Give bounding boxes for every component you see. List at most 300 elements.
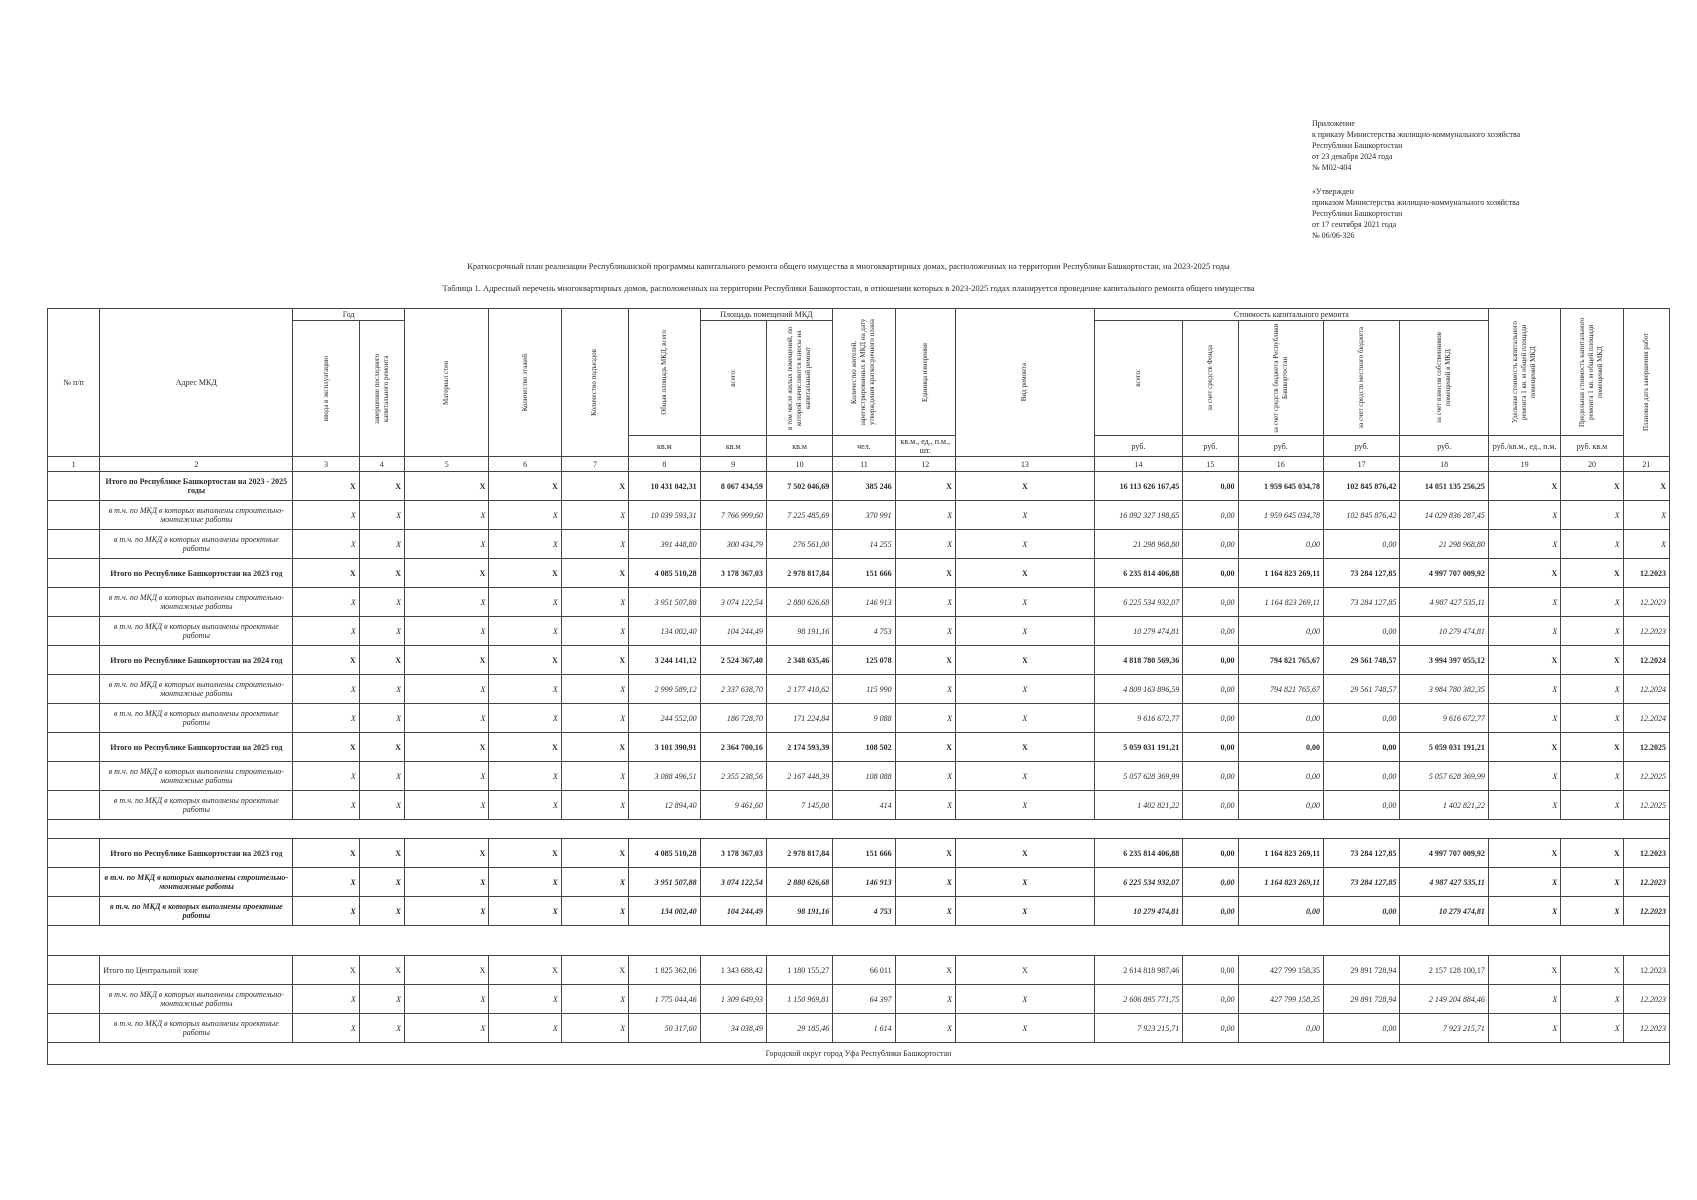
x-mark: Х (489, 839, 561, 868)
x-mark: Х (1488, 791, 1560, 820)
area-repair-value: 1 150 969,81 (766, 985, 832, 1014)
x-mark: Х (895, 897, 955, 926)
cost-owners-value: 14 029 836 287,45 (1400, 501, 1489, 530)
x-mark: Х (1488, 646, 1560, 675)
x-mark: Х (1488, 472, 1560, 501)
x-mark: Х (1561, 646, 1623, 675)
area-all-value: 2 524 367,40 (700, 646, 766, 675)
x-mark: Х (359, 646, 404, 675)
footer-row-label: Городской округ город Уфа Республики Башкортостан (48, 1043, 1670, 1065)
col-number: 18 (1400, 457, 1489, 472)
empty-cell (48, 646, 100, 675)
cost-owners-value: 2 157 128 100,17 (1400, 956, 1489, 985)
x-mark: Х (489, 559, 561, 588)
empty-cell (48, 897, 100, 926)
x-mark: Х (293, 733, 359, 762)
header-floors: Количество этажей (489, 309, 561, 457)
x-mark: Х (404, 675, 488, 704)
x-mark: Х (955, 530, 1094, 559)
x-mark: Х (293, 985, 359, 1014)
cost-fund-value: 0,00 (1183, 1014, 1238, 1043)
approval-line: Республики Башкортостан (1312, 141, 1403, 150)
total-area-value: 134 002,40 (629, 897, 700, 926)
x-mark: Х (895, 839, 955, 868)
x-mark: Х (955, 472, 1094, 501)
residents-value: 108 502 (833, 733, 895, 762)
x-mark: Х (404, 897, 488, 926)
residents-value: 146 913 (833, 868, 895, 897)
cost-rb-value: 0,00 (1238, 733, 1323, 762)
approval-line: № М02-404 (1312, 163, 1352, 172)
cost-local-value: 0,00 (1323, 791, 1399, 820)
x-mark: Х (293, 1014, 359, 1043)
total-area-value: 10 039 593,31 (629, 501, 700, 530)
x-mark: Х (561, 646, 628, 675)
empty-cell (48, 839, 100, 868)
cost-fund-value: 0,00 (1183, 472, 1238, 501)
cost-local-value: 0,00 (1323, 897, 1399, 926)
area-repair-value: 2 880 626,68 (766, 588, 832, 617)
x-mark: Х (359, 675, 404, 704)
cost-rb-value: 1 959 645 034,78 (1238, 501, 1323, 530)
end-date-value: 12.2023 (1623, 897, 1669, 926)
area-repair-value: 2 978 817,84 (766, 559, 832, 588)
unit-cost-fund: руб. (1183, 436, 1238, 457)
cost-all-value: 10 279 474,81 (1094, 617, 1182, 646)
cost-owners-value: 1 402 821,22 (1400, 791, 1489, 820)
col-number: 8 (629, 457, 700, 472)
area-all-value: 2 337 638,70 (700, 675, 766, 704)
x-mark: Х (955, 704, 1094, 733)
x-mark: Х (561, 733, 628, 762)
cost-fund-value: 0,00 (1183, 559, 1238, 588)
cost-rb-value: 0,00 (1238, 791, 1323, 820)
x-mark: Х (561, 704, 628, 733)
x-mark: Х (293, 956, 359, 985)
x-mark: Х (1561, 956, 1623, 985)
approval-line: приказом Министерства жилищно-коммунального хозяйства (1312, 198, 1520, 207)
empty-cell (48, 733, 100, 762)
end-date-value: 12.2023 (1623, 559, 1669, 588)
x-mark: Х (895, 675, 955, 704)
cost-all-value: 16 092 327 198,65 (1094, 501, 1182, 530)
x-mark: Х (489, 704, 561, 733)
end-date-value: 12.2023 (1623, 617, 1669, 646)
x-mark: Х (489, 868, 561, 897)
approval-block (1312, 118, 1520, 241)
x-mark: Х (1488, 985, 1560, 1014)
x-mark: Х (561, 472, 628, 501)
area-repair-value: 2 167 448,39 (766, 762, 832, 791)
x-mark: Х (404, 559, 488, 588)
x-mark: Х (404, 588, 488, 617)
cost-owners-value: 5 057 628 369,99 (1400, 762, 1489, 791)
x-mark: Х (359, 897, 404, 926)
header-year-last-repair: завершение последнего капитального ремонта (359, 321, 404, 457)
unit-cost-all: руб. (1094, 436, 1182, 457)
cost-all-value: 2 614 818 987,46 (1094, 956, 1182, 985)
table-row (48, 704, 1670, 733)
cost-local-value: 29 561 748,57 (1323, 646, 1399, 675)
total-area-value: 391 448,80 (629, 530, 700, 559)
empty-cell (48, 530, 100, 559)
x-mark: Х (1561, 559, 1623, 588)
table-row (48, 472, 1670, 501)
x-mark: Х (895, 588, 955, 617)
footer-row (48, 1043, 1670, 1065)
col-number: 10 (766, 457, 832, 472)
x-mark: Х (1488, 588, 1560, 617)
table-row (48, 646, 1670, 675)
x-mark: Х (895, 704, 955, 733)
unit-max-cost: руб. кв.м (1561, 436, 1623, 457)
cost-fund-value: 0,00 (1183, 956, 1238, 985)
cost-rb-value: 0,00 (1238, 762, 1323, 791)
x-mark: Х (1561, 762, 1623, 791)
table-row (48, 897, 1670, 926)
table-header (48, 309, 1670, 472)
area-repair-value: 276 561,00 (766, 530, 832, 559)
table-row (48, 530, 1670, 559)
col-number: 17 (1323, 457, 1399, 472)
cost-owners-value: 5 059 031 191,21 (1400, 733, 1489, 762)
x-mark: Х (561, 559, 628, 588)
row-label: Итого по Республике Башкортостан на 2023 год (100, 839, 293, 868)
cost-local-value: 73 284 127,85 (1323, 559, 1399, 588)
empty-cell (48, 501, 100, 530)
header-cost-local: за счет средств местного бюджета (1323, 321, 1399, 436)
total-area-value: 3 951 507,88 (629, 588, 700, 617)
total-area-value: 3 244 141,12 (629, 646, 700, 675)
residents-value: 151 666 (833, 839, 895, 868)
x-mark: Х (1488, 704, 1560, 733)
x-mark: Х (293, 559, 359, 588)
cost-owners-value: 3 994 397 055,12 (1400, 646, 1489, 675)
end-date-value: 12.2023 (1623, 1014, 1669, 1043)
x-mark: Х (293, 646, 359, 675)
cost-rb-value: 794 821 765,67 (1238, 646, 1323, 675)
cost-fund-value: 0,00 (1183, 675, 1238, 704)
x-mark: Х (293, 530, 359, 559)
x-mark: Х (955, 868, 1094, 897)
unit-unit: кв.м., ед., п.м., шт. (895, 436, 955, 457)
row-label: Итого по Республике Башкортостан на 2025 год (100, 733, 293, 762)
x-mark: Х (404, 956, 488, 985)
area-all-value: 186 728,70 (700, 704, 766, 733)
table-row (48, 588, 1670, 617)
x-mark: Х (895, 868, 955, 897)
residents-value: 4 753 (833, 897, 895, 926)
x-mark: Х (1561, 897, 1623, 926)
row-label: в т.ч. по МКД в которых выполнены строительно-монтажные работы (100, 985, 293, 1014)
approval-line: № 06/06-326 (1312, 231, 1355, 240)
x-mark: Х (489, 1014, 561, 1043)
residents-value: 1 614 (833, 1014, 895, 1043)
total-area-value: 134 002,40 (629, 617, 700, 646)
unit-area-repair: кв.м (766, 436, 832, 457)
col-number: 5 (404, 457, 488, 472)
cost-all-value: 10 279 474,81 (1094, 897, 1182, 926)
x-mark: Х (561, 530, 628, 559)
x-mark: Х (1561, 501, 1623, 530)
col-number: 9 (700, 457, 766, 472)
cost-all-value: 21 298 968,80 (1094, 530, 1182, 559)
area-all-value: 1 309 649,93 (700, 985, 766, 1014)
end-date-value: 12.2025 (1623, 733, 1669, 762)
cost-rb-value: 1 164 823 269,11 (1238, 868, 1323, 897)
area-all-value: 9 461,60 (700, 791, 766, 820)
col-number: 3 (293, 457, 359, 472)
row-label: в т.ч. по МКД в которых выполнены проектные работы (100, 704, 293, 733)
cost-fund-value: 0,00 (1183, 868, 1238, 897)
area-repair-value: 7 225 485,69 (766, 501, 832, 530)
x-mark: Х (359, 530, 404, 559)
x-mark: Х (895, 985, 955, 1014)
x-mark: Х (895, 1014, 955, 1043)
header-cost-all: всего: (1094, 321, 1182, 436)
x-mark: Х (404, 472, 488, 501)
cost-all-value: 16 113 626 167,45 (1094, 472, 1182, 501)
x-mark: Х (359, 868, 404, 897)
unit-cost-local: руб. (1323, 436, 1399, 457)
cost-local-value: 0,00 (1323, 1014, 1399, 1043)
x-mark: Х (293, 588, 359, 617)
header-wall-material: Материал стен (404, 309, 488, 457)
x-mark: Х (359, 501, 404, 530)
table-row (48, 1014, 1670, 1043)
x-mark: Х (1561, 530, 1623, 559)
x-mark: Х (359, 839, 404, 868)
x-mark: Х (359, 791, 404, 820)
address-list-table (47, 308, 1670, 1065)
header-repair-type: Вид ремонта (955, 309, 1094, 457)
area-all-value: 300 434,79 (700, 530, 766, 559)
x-mark: Х (955, 985, 1094, 1014)
total-area-value: 2 999 589,12 (629, 675, 700, 704)
total-area-value: 12 894,40 (629, 791, 700, 820)
total-area-value: 4 085 510,28 (629, 839, 700, 868)
end-date-value: Х (1623, 501, 1669, 530)
plan-title: Краткосрочный план реализации Республиканской программы капитального ремонта общего имущества в многоквартирных домах, расположенных на территории Республики Башкортостан, на 2023-2025 годы (467, 261, 1230, 271)
x-mark: Х (293, 791, 359, 820)
x-mark: Х (359, 704, 404, 733)
empty-cell (48, 868, 100, 897)
row-label: Итого по Республике Башкортостан на 2023 - 2025 годы (100, 472, 293, 501)
x-mark: Х (293, 675, 359, 704)
cost-owners-value: 4 997 707 009,92 (1400, 839, 1489, 868)
x-mark: Х (561, 588, 628, 617)
col-number: 13 (955, 457, 1094, 472)
x-mark: Х (1561, 588, 1623, 617)
cost-owners-value: 7 923 215,71 (1400, 1014, 1489, 1043)
x-mark: Х (404, 617, 488, 646)
x-mark: Х (489, 472, 561, 501)
cost-all-value: 2 606 895 771,75 (1094, 985, 1182, 1014)
table-row (48, 791, 1670, 820)
cost-fund-value: 0,00 (1183, 501, 1238, 530)
x-mark: Х (1488, 501, 1560, 530)
x-mark: Х (955, 675, 1094, 704)
header-cost-owners: за счет взносов собственников помещений в МКД (1400, 321, 1489, 436)
approval-line: от 23 декабря 2024 года (1312, 152, 1393, 161)
total-area-value: 244 552,00 (629, 704, 700, 733)
cost-all-value: 1 402 821,22 (1094, 791, 1182, 820)
col-number: 11 (833, 457, 895, 472)
x-mark: Х (1488, 1014, 1560, 1043)
end-date-value: 12.2023 (1623, 868, 1669, 897)
cost-fund-value: 0,00 (1183, 762, 1238, 791)
x-mark: Х (895, 501, 955, 530)
col-number: 4 (359, 457, 404, 472)
table-row (48, 926, 1670, 956)
total-area-value: 50 317,60 (629, 1014, 700, 1043)
cost-local-value: 29 561 748,57 (1323, 675, 1399, 704)
x-mark: Х (293, 897, 359, 926)
cost-rb-value: 0,00 (1238, 617, 1323, 646)
x-mark: Х (359, 762, 404, 791)
x-mark: Х (561, 617, 628, 646)
x-mark: Х (404, 791, 488, 820)
x-mark: Х (489, 588, 561, 617)
cost-local-value: 73 284 127,85 (1323, 588, 1399, 617)
x-mark: Х (489, 530, 561, 559)
table-row (48, 820, 1670, 839)
area-all-value: 7 766 999,60 (700, 501, 766, 530)
header-entrances: Количество подъездов (561, 309, 628, 457)
cost-local-value: 0,00 (1323, 704, 1399, 733)
x-mark: Х (359, 472, 404, 501)
x-mark: Х (561, 762, 628, 791)
x-mark: Х (1488, 530, 1560, 559)
cost-fund-value: 0,00 (1183, 839, 1238, 868)
x-mark: Х (1561, 617, 1623, 646)
area-repair-value: 98 191,16 (766, 617, 832, 646)
x-mark: Х (293, 762, 359, 791)
x-mark: Х (1561, 868, 1623, 897)
x-mark: Х (293, 868, 359, 897)
x-mark: Х (489, 617, 561, 646)
x-mark: Х (561, 956, 628, 985)
residents-value: 151 666 (833, 559, 895, 588)
x-mark: Х (404, 1014, 488, 1043)
x-mark: Х (359, 733, 404, 762)
x-mark: Х (561, 985, 628, 1014)
unit-cost-owners: руб. (1400, 436, 1489, 457)
header-year-commission: ввода в эксплуатацию (293, 321, 359, 457)
x-mark: Х (404, 501, 488, 530)
area-all-value: 1 343 688,42 (700, 956, 766, 985)
cost-rb-value: 1 164 823 269,11 (1238, 839, 1323, 868)
total-area-value: 3 951 507,88 (629, 868, 700, 897)
table-body (48, 472, 1670, 1065)
x-mark: Х (561, 868, 628, 897)
total-area-value: 4 085 510,28 (629, 559, 700, 588)
cost-owners-value: 4 987 427 535,11 (1400, 588, 1489, 617)
table-title: Таблица 1. Адресный перечень многоквартирных домов, расположенных на территории Республики Башкортостан, в отношении которых в 2023-2025 годах планируется проведение капитального ремонта общего имущества (442, 283, 1255, 293)
column-numbers-row (48, 457, 1670, 472)
cost-all-value: 4 818 780 569,36 (1094, 646, 1182, 675)
residents-value: 125 078 (833, 646, 895, 675)
area-all-value: 3 074 122,54 (700, 588, 766, 617)
cost-fund-value: 0,00 (1183, 704, 1238, 733)
residents-value: 115 990 (833, 675, 895, 704)
header-premises-area: Площадь помещений МКД (700, 309, 833, 321)
cost-owners-value: 2 149 204 884,46 (1400, 985, 1489, 1014)
cost-all-value: 6 225 534 932,07 (1094, 588, 1182, 617)
table-row (48, 985, 1670, 1014)
x-mark: Х (1488, 897, 1560, 926)
cost-fund-value: 0,00 (1183, 791, 1238, 820)
x-mark: Х (955, 733, 1094, 762)
cost-owners-value: 4 997 707 009,92 (1400, 559, 1489, 588)
cost-local-value: 0,00 (1323, 617, 1399, 646)
end-date-value: Х (1623, 530, 1669, 559)
row-label: Итого по Республике Башкортостан на 2023 год (100, 559, 293, 588)
table-row (48, 762, 1670, 791)
end-date-value: 12.2024 (1623, 704, 1669, 733)
cost-rb-value: 794 821 765,67 (1238, 675, 1323, 704)
area-repair-value: 2 880 626,68 (766, 868, 832, 897)
cost-rb-value: 0,00 (1238, 897, 1323, 926)
col-number: 14 (1094, 457, 1182, 472)
x-mark: Х (489, 985, 561, 1014)
area-all-value: 8 067 434,59 (700, 472, 766, 501)
x-mark: Х (1561, 839, 1623, 868)
x-mark: Х (359, 985, 404, 1014)
area-all-value: 3 178 367,03 (700, 559, 766, 588)
x-mark: Х (359, 588, 404, 617)
approval-line: «Утвержден (1312, 187, 1354, 196)
x-mark: Х (404, 985, 488, 1014)
cost-local-value: 102 845 876,42 (1323, 472, 1399, 501)
col-number: 12 (895, 457, 955, 472)
area-all-value: 104 244,49 (700, 897, 766, 926)
cost-fund-value: 0,00 (1183, 646, 1238, 675)
cost-fund-value: 0,00 (1183, 588, 1238, 617)
x-mark: Х (895, 646, 955, 675)
header-residents: Количество жителей, зарегистрированных в МКД на дату утверждения краткосрочного плана (833, 309, 895, 436)
unit-residents: чел. (833, 436, 895, 457)
cost-owners-value: 4 987 427 535,11 (1400, 868, 1489, 897)
table-row (48, 501, 1670, 530)
x-mark: Х (895, 762, 955, 791)
area-repair-value: 29 185,46 (766, 1014, 832, 1043)
cost-fund-value: 0,00 (1183, 985, 1238, 1014)
total-area-value: 1 775 044,46 (629, 985, 700, 1014)
area-repair-value: 171 224,84 (766, 704, 832, 733)
cost-all-value: 7 923 215,71 (1094, 1014, 1182, 1043)
col-number: 20 (1561, 457, 1623, 472)
end-date-value: 12.2023 (1623, 985, 1669, 1014)
empty-cell (48, 1014, 100, 1043)
cost-all-value: 4 809 163 896,59 (1094, 675, 1182, 704)
x-mark: Х (955, 956, 1094, 985)
x-mark: Х (1561, 704, 1623, 733)
x-mark: Х (359, 559, 404, 588)
x-mark: Х (489, 501, 561, 530)
header-unit: Единица измерения (895, 309, 955, 436)
residents-value: 64 397 (833, 985, 895, 1014)
x-mark: Х (1561, 791, 1623, 820)
area-all-value: 2 364 700,16 (700, 733, 766, 762)
residents-value: 385 246 (833, 472, 895, 501)
header-max-cost: Предельная стоимость капитального ремонта 1 кв. м общей площади помещений МКД (1561, 309, 1623, 436)
cost-owners-value: 10 279 474,81 (1400, 617, 1489, 646)
x-mark: Х (293, 472, 359, 501)
x-mark: Х (895, 530, 955, 559)
empty-cell (48, 588, 100, 617)
end-date-value: 12.2025 (1623, 791, 1669, 820)
